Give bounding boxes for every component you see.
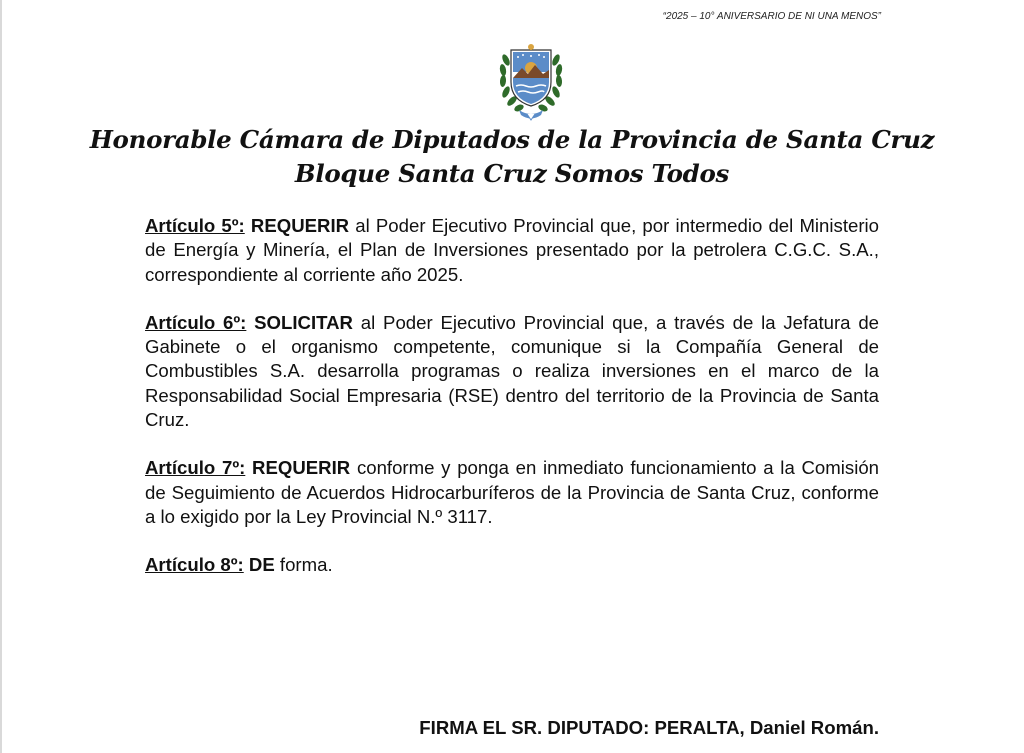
article-text: al Poder Ejecutivo Provincial que, por intermedio del Ministerio de Energía y Minería, el Plan de Inversiones presentado por la petrolera C.G.C. S.A., correspondiente al corriente año 2025. [145, 215, 879, 285]
article-number: Artículo 5º: [145, 215, 245, 236]
page-edge [0, 0, 2, 753]
article-5 [145, 214, 879, 287]
article-verb: REQUERIR [252, 457, 351, 479]
article-verb: DE [248, 554, 275, 576]
article-number: Artículo 7º: [145, 457, 246, 479]
signature-line: FIRMA EL SR. DIPUTADO: PERALTA, Daniel Román. [419, 717, 879, 738]
article-verb: SOLICITAR [254, 311, 353, 333]
article-6 [145, 311, 879, 432]
article-7 [145, 456, 879, 529]
document-body [145, 214, 879, 578]
article-number: Artículo 8º: [145, 554, 244, 576]
article-8 [145, 553, 879, 577]
article-text: al Poder Ejecutivo Provincial que, a través de la Jefatura de Gabinete o el organismo competente, comunique si la Compañía General de Combustibles S.A. desarrolla programas o realiza inversiones en el marco de la Responsabilidad Social Empresaria (RSE) dentro del territorio de la Provincia de Santa Cruz. [145, 311, 880, 431]
article-number: Artículo 6º: [145, 311, 247, 333]
bloc-title: Bloque Santa Cruz Somos Todos [294, 159, 730, 188]
chamber-title: Honorable Cámara de Diputados de la Provincia de Santa Cruz [89, 125, 935, 154]
article-verb: REQUERIR [250, 215, 350, 236]
article-text: conforme y ponga en inmediato funcionamiento a la Comisión de Seguimiento de Acuerdos Hidrocarburíferos de la Provincia de Santa Cruz, conforme a lo exigido por la Ley Provincial N.º 3117. [145, 457, 880, 527]
article-text: forma. [279, 554, 333, 576]
header-motto: “2025 – 10° ANIVERSARIO DE NI UNA MENOS” [662, 11, 881, 22]
santa-cruz-coat-of-arms-icon [497, 38, 565, 122]
